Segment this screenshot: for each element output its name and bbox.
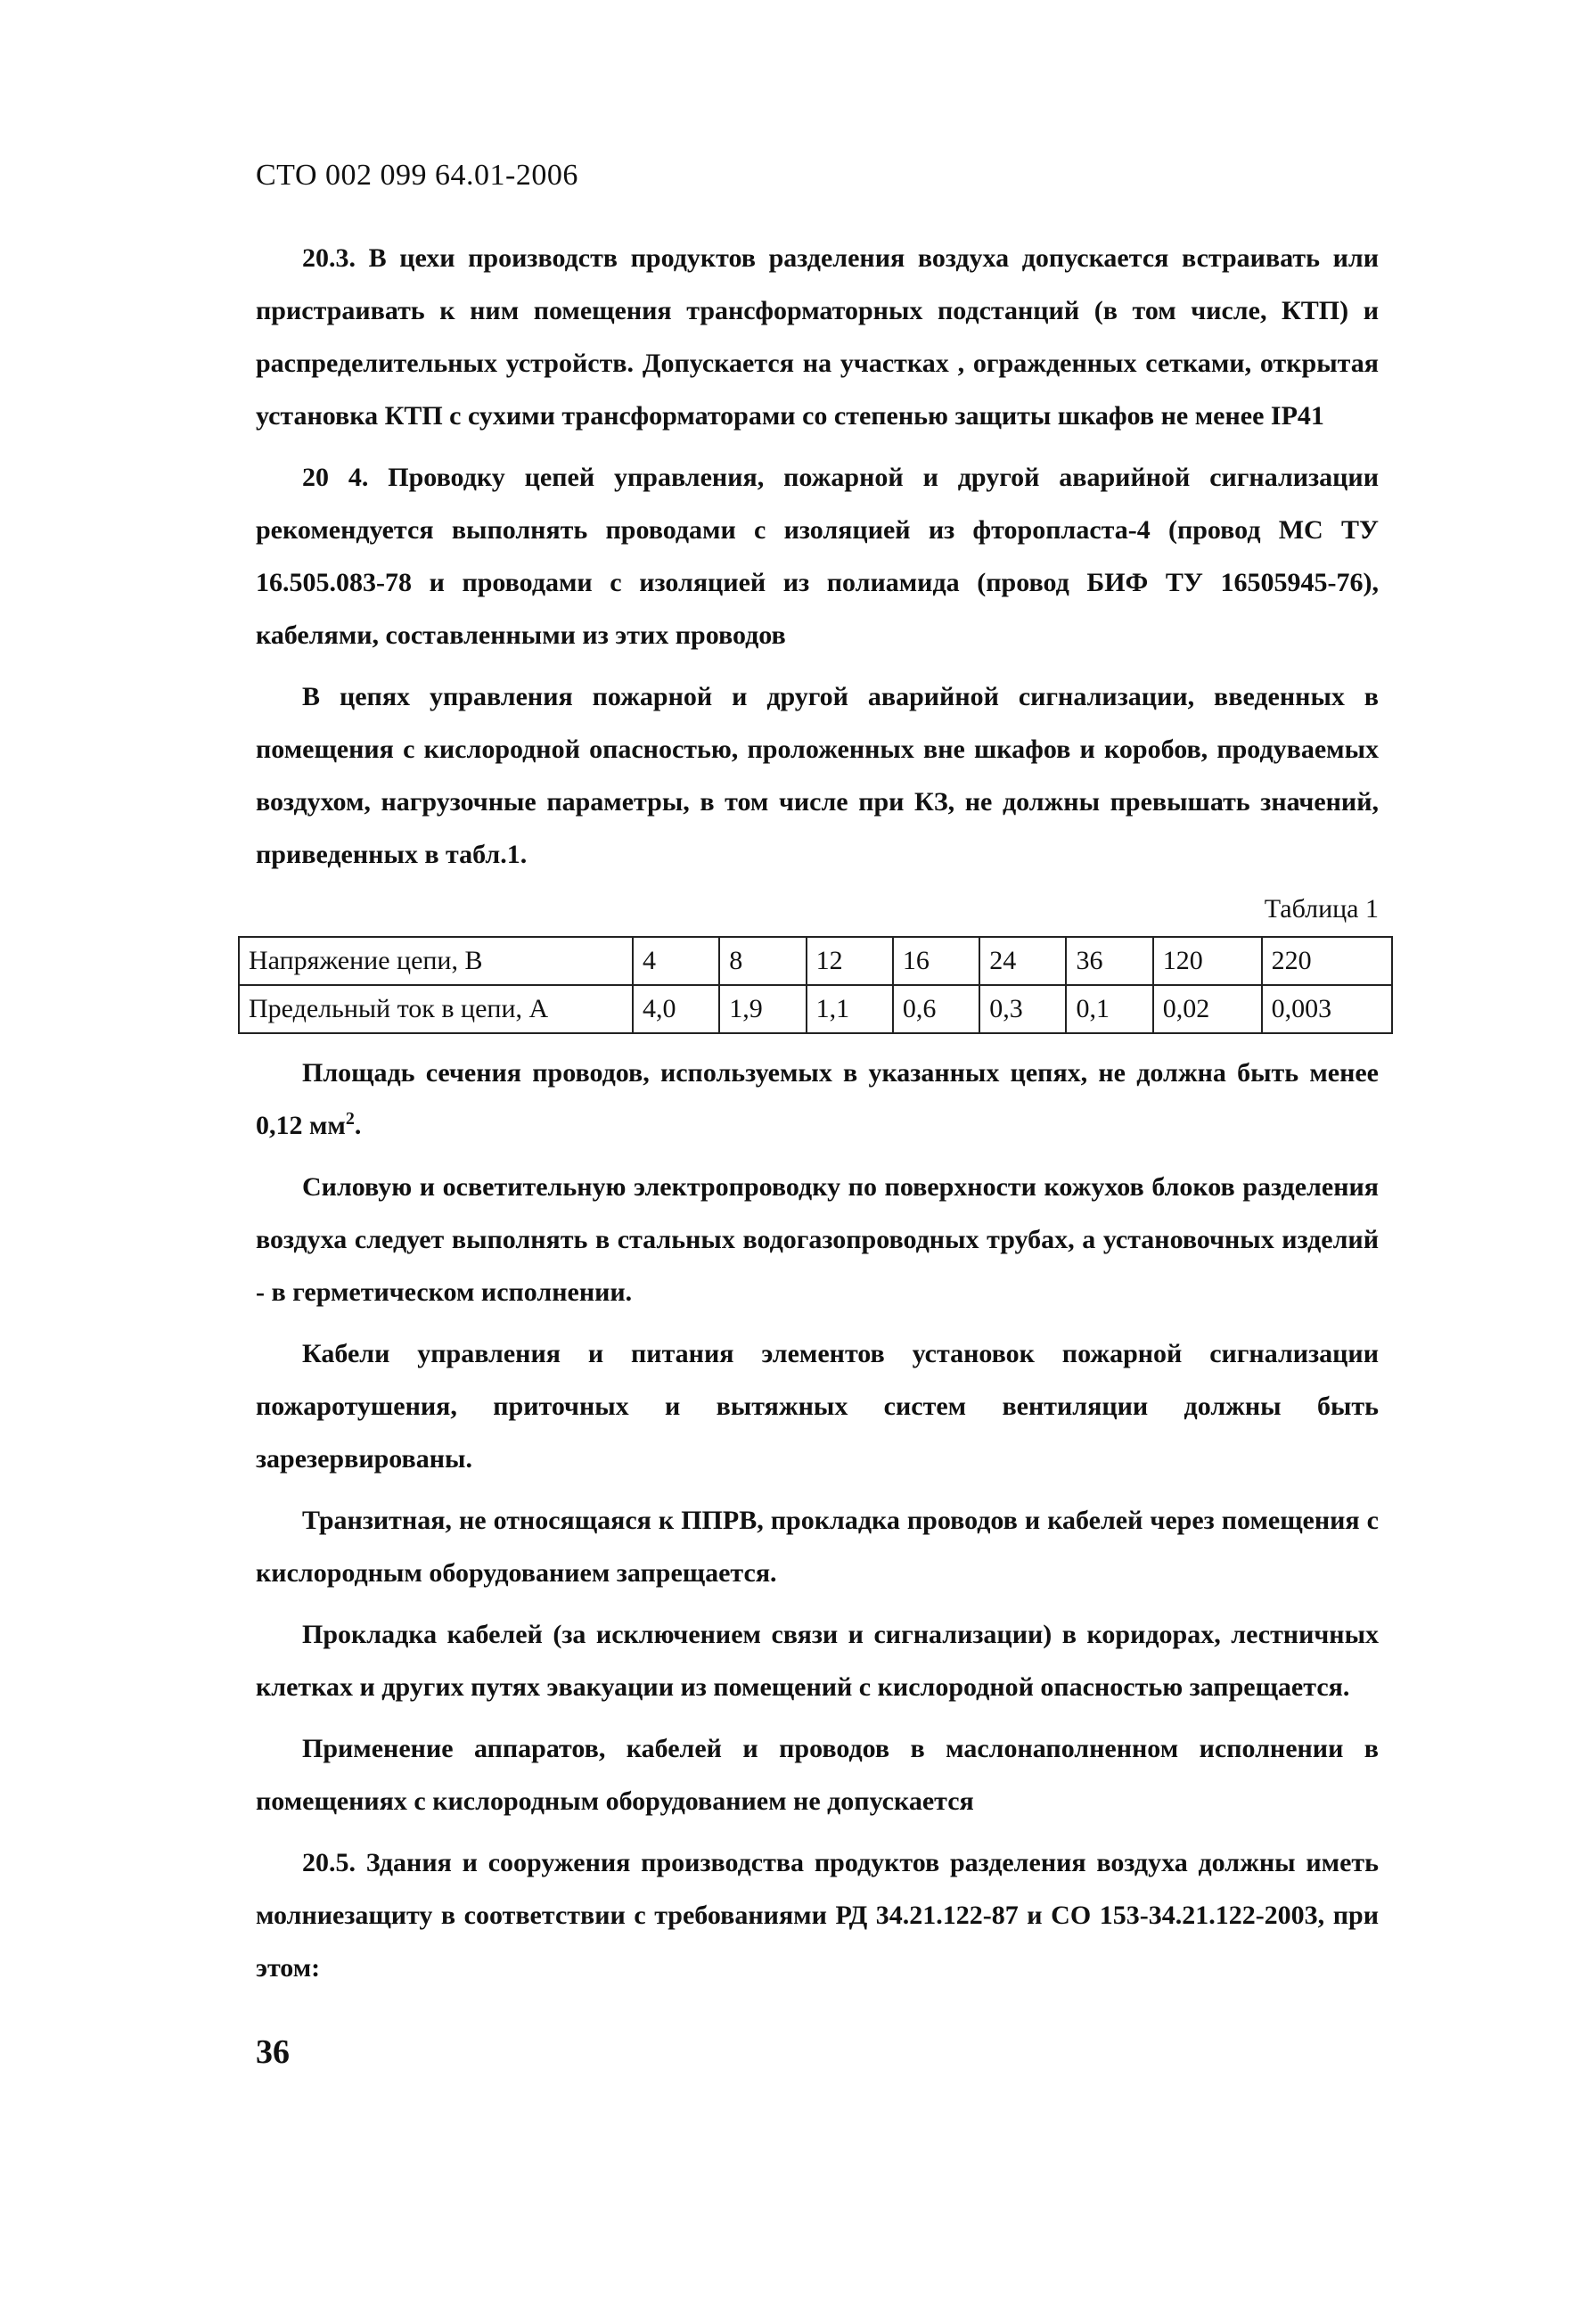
table-cell: 12	[807, 937, 893, 985]
table-cell: 0,003	[1262, 985, 1392, 1033]
table-cell: 16	[893, 937, 979, 985]
paragraph-20-4: 20 4. Проводку цепей управления, пожарной и другой аварийной сигнализации рекомендуется выполнять проводами с изоляцией из фторопласта-4 (провод МС ТУ 16.505.083-78 и проводами с изоляцией из полиамида (провод БИФ ТУ 16505945-76), кабелями, составленными из этих проводов	[256, 463, 1379, 650]
table-cell: 1,9	[719, 985, 806, 1033]
document-header: СТО 002 099 64.01-2006	[256, 159, 578, 192]
paragraph-signal-circuits: В цепях управления пожарной и другой аварийной сигнализации, введенных в помещения с кислородной опасностью, проложенных вне шкафов и коробов, продуваемых воздухом, нагрузочные параметры, в том числе при КЗ, не должны превышать значений, приведенных в табл.1.	[256, 682, 1379, 869]
page-number: 36	[256, 2033, 290, 2071]
area-note-text: Площадь сечения проводов, используемых в указанных цепях, не должна быть менее 0,12 мм	[256, 1058, 1379, 1140]
paragraph-oil-filled: Применение аппаратов, кабелей и проводов в маслонаполненном исполнении в помещениях с кислородным оборудованием не допускается	[256, 1734, 1379, 1816]
paragraph-20-5: 20.5. Здания и сооружения производства продуктов разделения воздуха должны иметь молниезащиту в соответствии с требованиями РД 34.21.122-87 и СО 153-34.21.122-2003, при этом:	[256, 1848, 1379, 1983]
paragraph-cable-reserve: Кабели управления и питания элементов установок пожарной сигнализации пожаротушения, приточных и вытяжных систем вентиляции должны быть зарезервированы.	[256, 1339, 1379, 1474]
table-row-voltage	[239, 937, 1392, 985]
paragraph-transit-wiring: Транзитная, не относящаяся к ППРВ, прокладка проводов и кабелей через помещения с кислородным оборудованием запрещается.	[256, 1506, 1379, 1588]
table-row-current	[239, 985, 1392, 1033]
paragraph-power-wiring: Силовую и осветительную электропроводку по поверхности кожухов блоков разделения воздуха следует выполнять в стальных водогазопроводных трубах, а установочных изделий - в герметическом исполнении.	[256, 1172, 1379, 1307]
table-cell: 120	[1153, 937, 1262, 985]
paragraph-wire-section	[256, 1047, 1379, 1152]
table-cell: 0,6	[893, 985, 979, 1033]
table-cell: 0,02	[1153, 985, 1262, 1033]
area-note-end: .	[354, 1111, 362, 1140]
table-cell: 0,1	[1066, 985, 1152, 1033]
table-cell: Напряжение цепи, В	[239, 937, 633, 985]
table-cell: 220	[1262, 937, 1392, 985]
table-cell: Предельный ток в цепи, А	[239, 985, 633, 1033]
table-cell: 24	[979, 937, 1066, 985]
table-cell: 36	[1066, 937, 1152, 985]
paragraph-evacuation-paths: Прокладка кабелей (за исключением связи и сигнализации) в коридорах, лестничных клетках и других путях эвакуации из помещений с кислородной опасностью запрещается.	[256, 1620, 1379, 1702]
table-cell: 4	[633, 937, 719, 985]
paragraph-20-3: 20.3. В цехи производств продуктов разделения воздуха допускается встраивать или пристраивать к ним помещения трансформаторных подстанций (в том числе, КТП) и распределительных устройств. Допускается на участках , огражденных сетками, открытая установка КТП с сухими трансформаторами со степенью защиты шкафов не менее IP41	[256, 243, 1379, 431]
table-cell: 8	[719, 937, 806, 985]
document-body	[249, 232, 1379, 2003]
table-cell: 4,0	[633, 985, 719, 1033]
current-limits-table	[238, 936, 1393, 1034]
table-cell: 0,3	[979, 985, 1066, 1033]
area-note-superscript: 2	[345, 1109, 355, 1129]
table-caption: Таблица 1	[1264, 894, 1379, 924]
table-cell: 1,1	[807, 985, 893, 1033]
